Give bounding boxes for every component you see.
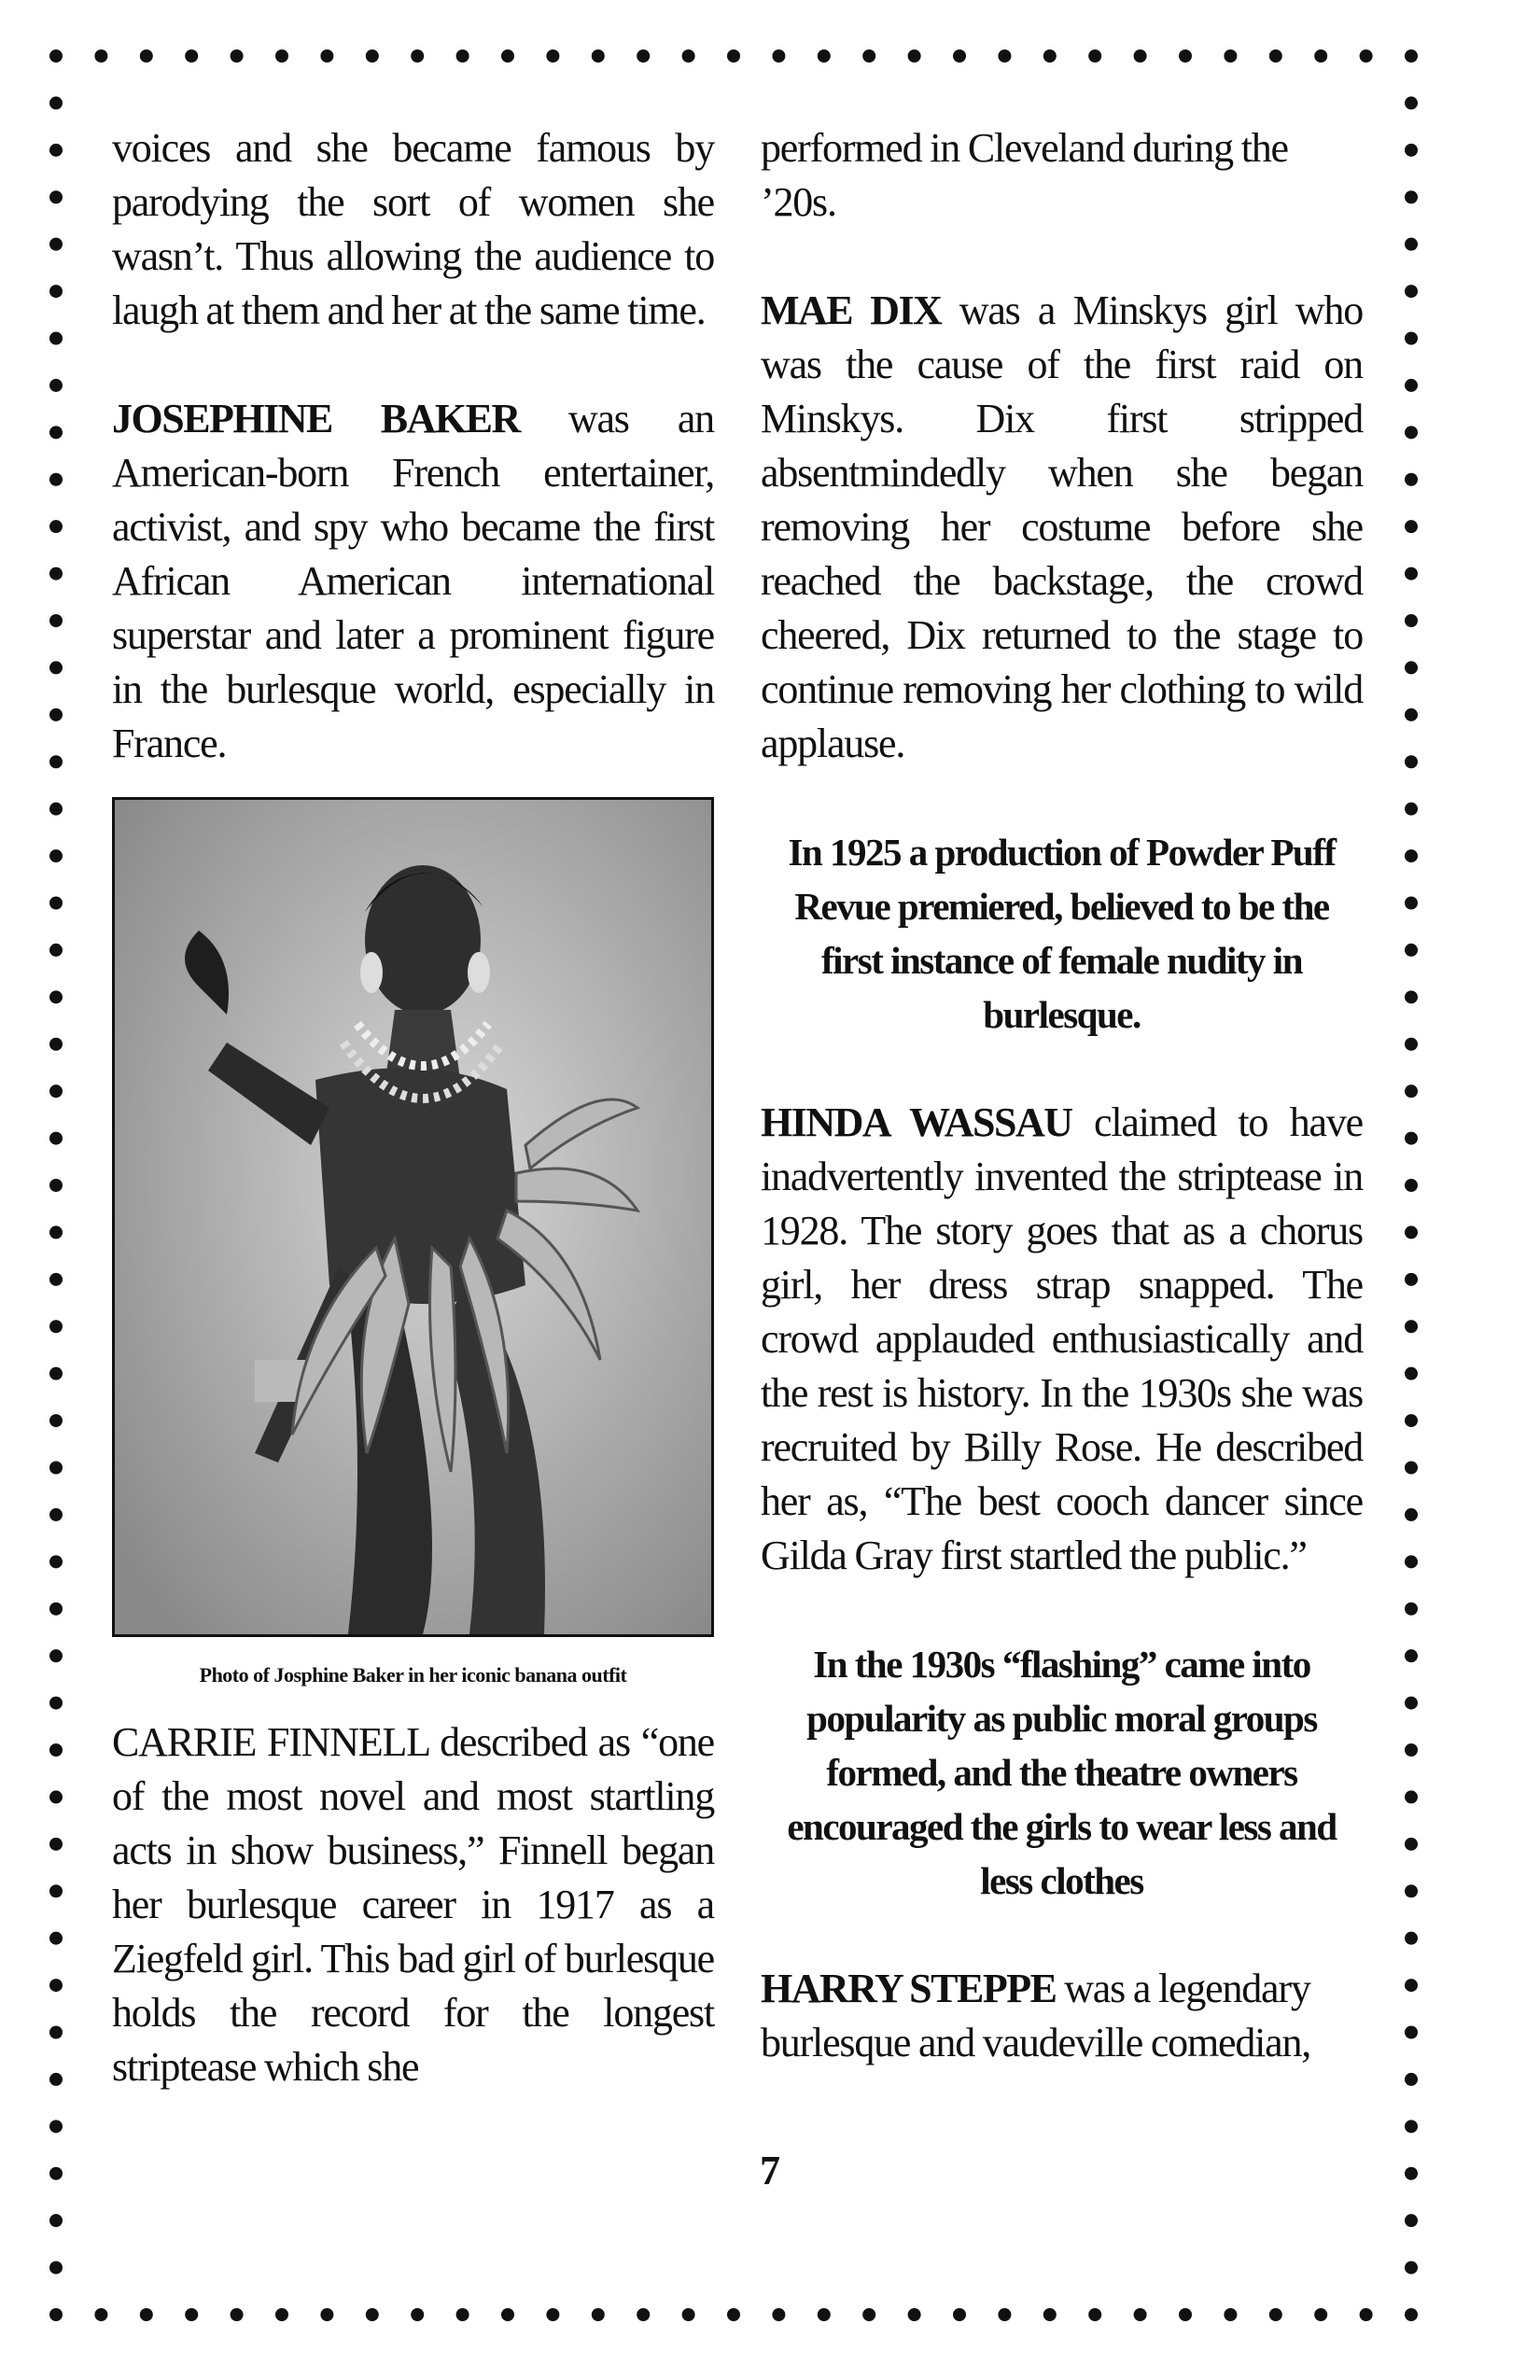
border-dot — [546, 2308, 559, 2321]
border-dot — [1405, 755, 1418, 768]
border-dot — [1405, 2026, 1418, 2039]
border-dot — [49, 661, 63, 674]
border-dot — [998, 49, 1011, 63]
border-dot — [185, 2308, 198, 2321]
border-dot — [366, 2308, 379, 2321]
border-dot — [49, 1273, 63, 1286]
photo-illustration — [115, 800, 711, 1634]
border-dot — [1134, 49, 1147, 63]
border-dot — [411, 49, 424, 63]
name-josephine-baker: JOSEPHINE BAKER — [112, 396, 520, 441]
border-dot — [953, 49, 966, 63]
border-dot — [49, 1603, 63, 1616]
paragraph-cleveland: performed in Cleveland during the ’20s. — [761, 125, 1288, 225]
border-dot — [1405, 96, 1418, 109]
callout-flashing: In the 1930s “flashing” came into popularity as public moral groups formed, and the theatre owners encouraged the girls to wear less and less clothes — [787, 1643, 1337, 1902]
border-dot — [49, 520, 63, 533]
border-dot — [1405, 567, 1418, 581]
border-dot — [1405, 2120, 1418, 2133]
text-hinda-wassau: claimed to have inadvertently invented the striptease in 1928. The story goes that as a chorus girl, her dress strap snapped. The crowd applauded enthusiastically and the rest is history. In the 1930s she was recruited by Billy Rose. He described her as, “The best cooch dancer since Gilda Gray first startled the public.” — [761, 1099, 1363, 1578]
border-dot — [1405, 2073, 1418, 2086]
border-dot — [1179, 49, 1192, 63]
paragraph-intro: voices and she became famous by parodying the sort of women she wasn’t. Thus allowing the audience to laugh at them and her at the same time. — [112, 125, 714, 333]
border-dot — [366, 49, 379, 63]
border-dot — [1405, 2308, 1418, 2321]
border-dot — [94, 49, 107, 63]
border-dot — [1405, 1225, 1418, 1239]
border-dot — [1134, 2308, 1147, 2321]
border-dot — [1405, 1367, 1418, 1380]
border-dot — [1405, 285, 1418, 298]
border-dot — [49, 332, 63, 345]
border-dot — [49, 1367, 63, 1380]
border-dot — [49, 379, 63, 392]
border-dot — [320, 2308, 333, 2321]
border-dot — [275, 49, 288, 63]
border-dot — [49, 1790, 63, 1803]
border-dot — [49, 944, 63, 957]
border-dot — [49, 1508, 63, 1521]
border-dot — [1405, 1179, 1418, 1192]
border-dot — [1405, 49, 1418, 63]
border-dot — [1405, 520, 1418, 533]
border-dot — [501, 2308, 514, 2321]
paragraph-harry-steppe — [761, 1962, 1363, 2070]
border-dot — [49, 1225, 63, 1239]
border-dot — [49, 614, 63, 627]
border-dot — [1314, 2308, 1327, 2321]
border-dot — [1405, 1132, 1418, 1145]
border-dot — [1405, 1838, 1418, 1851]
border-dot — [49, 1838, 63, 1851]
border-dot — [1405, 1038, 1418, 1051]
border-dot — [456, 49, 469, 63]
name-hinda-wassau: HINDA WASSAU — [761, 1099, 1072, 1145]
border-dot — [953, 2308, 966, 2321]
border-dot — [1405, 144, 1418, 157]
page-number: 7 — [760, 2148, 780, 2193]
border-dot — [818, 2308, 831, 2321]
border-dot — [231, 49, 244, 63]
border-dot — [637, 49, 650, 63]
border-dot — [1405, 1790, 1418, 1803]
border-dot — [49, 190, 63, 203]
border-dot — [592, 49, 605, 63]
border-dot — [1269, 49, 1282, 63]
border-dot — [1405, 1697, 1418, 1710]
border-dot — [546, 49, 559, 63]
border-dot — [1405, 1273, 1418, 1286]
border-dot — [1405, 708, 1418, 721]
border-dot — [1405, 238, 1418, 251]
border-dot — [140, 2308, 153, 2321]
border-dot — [727, 49, 740, 63]
border-dot — [1405, 379, 1418, 392]
border-dot — [1179, 2308, 1192, 2321]
photo-caption: Photo of Josphine Baker in her iconic banana outfit — [199, 1663, 627, 1687]
text-josephine-baker: was an American-born French entertainer, activist, and spy who became the first African American international superstar and later a prominent figure in the burlesque world, especially in France. — [112, 396, 714, 766]
paragraph-mae-dix — [761, 284, 1363, 771]
border-dot — [49, 755, 63, 768]
border-dot — [1405, 661, 1418, 674]
border-dot — [49, 49, 63, 63]
border-dot — [49, 1414, 63, 1427]
josephine-baker-photo — [112, 797, 714, 1637]
border-dot — [49, 567, 63, 581]
paragraph-hinda-wassau — [761, 1096, 1363, 1583]
border-dot — [49, 1555, 63, 1568]
border-dot — [1360, 2308, 1373, 2321]
border-dot — [1405, 1884, 1418, 1897]
border-dot — [140, 49, 153, 63]
border-dot — [49, 2073, 63, 2086]
border-dot — [1405, 190, 1418, 203]
border-dot — [637, 2308, 650, 2321]
border-dot — [1405, 1414, 1418, 1427]
name-mae-dix: MAE DIX — [761, 287, 942, 333]
border-dot — [49, 1932, 63, 1945]
border-dot — [94, 2308, 107, 2321]
border-dot — [772, 49, 785, 63]
border-dot — [1405, 990, 1418, 1003]
border-dot — [49, 803, 63, 816]
border-dot — [682, 49, 695, 63]
border-dot — [1405, 1979, 1418, 1992]
border-dot — [908, 2308, 921, 2321]
border-dot — [682, 2308, 695, 2321]
border-dot — [1405, 473, 1418, 486]
border-dot — [49, 2214, 63, 2227]
border-dot — [1405, 803, 1418, 816]
border-dot — [49, 285, 63, 298]
border-dot — [1405, 2214, 1418, 2227]
border-dot — [49, 1179, 63, 1192]
border-dot — [231, 2308, 244, 2321]
border-dot — [592, 2308, 605, 2321]
border-dot — [818, 49, 831, 63]
border-dot — [998, 2308, 1011, 2321]
border-dot — [1405, 1743, 1418, 1757]
name-harry-steppe: HARRY STEPPE — [761, 1966, 1057, 2011]
border-dot — [1405, 426, 1418, 439]
border-dot — [727, 2308, 740, 2321]
border-dot — [49, 473, 63, 486]
text-carrie-finnell: described as “one of the most novel and most startling acts in show business,” Finnell began her burlesque career in 1917 as a Ziegfeld girl. This bad girl of burlesque holds the record for the longest striptease which she — [112, 1719, 714, 2090]
border-dot — [1405, 1932, 1418, 1945]
border-dot — [1088, 2308, 1101, 2321]
border-dot — [185, 49, 198, 63]
border-dot — [49, 2120, 63, 2133]
border-dot — [456, 2308, 469, 2321]
border-dot — [862, 49, 875, 63]
border-dot — [275, 2308, 288, 2321]
border-dot — [1269, 2308, 1282, 2321]
border-dot — [1224, 2308, 1237, 2321]
border-dot — [49, 990, 63, 1003]
border-dot — [1405, 2261, 1418, 2275]
border-dot — [49, 1884, 63, 1897]
border-dot — [49, 2308, 63, 2321]
border-dot — [1088, 49, 1101, 63]
border-dot — [49, 426, 63, 439]
border-dot — [501, 49, 514, 63]
text-harry-steppe: was a legendary burlesque and vaudeville comedian, — [761, 1966, 1311, 2065]
border-dot — [1405, 849, 1418, 862]
border-dot — [49, 1743, 63, 1757]
border-dot — [49, 1697, 63, 1710]
border-dot — [49, 1462, 63, 1475]
border-dot — [1405, 897, 1418, 910]
paragraph-carrie-finnell — [112, 1715, 714, 2094]
border-dot — [49, 1649, 63, 1662]
border-dot — [1405, 944, 1418, 957]
border-dot — [1224, 49, 1237, 63]
border-dot — [772, 2308, 785, 2321]
border-dot — [320, 49, 333, 63]
border-dot — [49, 849, 63, 862]
border-dot — [49, 897, 63, 910]
callout-powder-puff-revue: In 1925 a production of Powder Puff Revue premiered, believed to be the first instance of female nudity in burlesque. — [788, 831, 1336, 1036]
border-dot — [1043, 2308, 1057, 2321]
border-dot — [1405, 1462, 1418, 1475]
border-dot — [862, 2308, 875, 2321]
border-dot — [49, 1320, 63, 1333]
border-dot — [49, 1038, 63, 1051]
border-dot — [1405, 1085, 1418, 1098]
border-dot — [1405, 1603, 1418, 1616]
left-column — [112, 121, 714, 2094]
border-dot — [49, 144, 63, 157]
name-carrie-finnell: CARRIE FINNELL — [112, 1719, 429, 1765]
border-dot — [1360, 49, 1373, 63]
border-dot — [1405, 332, 1418, 345]
border-dot — [1405, 1555, 1418, 1568]
border-dot — [49, 1979, 63, 1992]
border-dot — [49, 708, 63, 721]
border-dot — [1405, 1649, 1418, 1662]
border-dot — [908, 49, 921, 63]
border-dot — [49, 1085, 63, 1098]
border-dot — [1405, 614, 1418, 627]
right-column — [761, 121, 1363, 2070]
paragraph-josephine-baker — [112, 392, 714, 771]
border-dot — [1405, 1508, 1418, 1521]
border-dot — [49, 96, 63, 109]
border-dot — [49, 238, 63, 251]
border-dot — [1314, 49, 1327, 63]
border-dot — [49, 2026, 63, 2039]
border-dot — [1405, 1320, 1418, 1333]
border-dot — [411, 2308, 424, 2321]
border-dot — [1043, 49, 1057, 63]
border-dot — [49, 2261, 63, 2275]
border-dot — [49, 1132, 63, 1145]
text-mae-dix: was a Minskys girl who was the cause of the first raid on Minskys. Dix first stripped absentmindedly when she began removing her costume before she reached the backstage, the crowd cheered, Dix returned to the stage to continue removing her clothing to wild applause. — [761, 287, 1364, 766]
